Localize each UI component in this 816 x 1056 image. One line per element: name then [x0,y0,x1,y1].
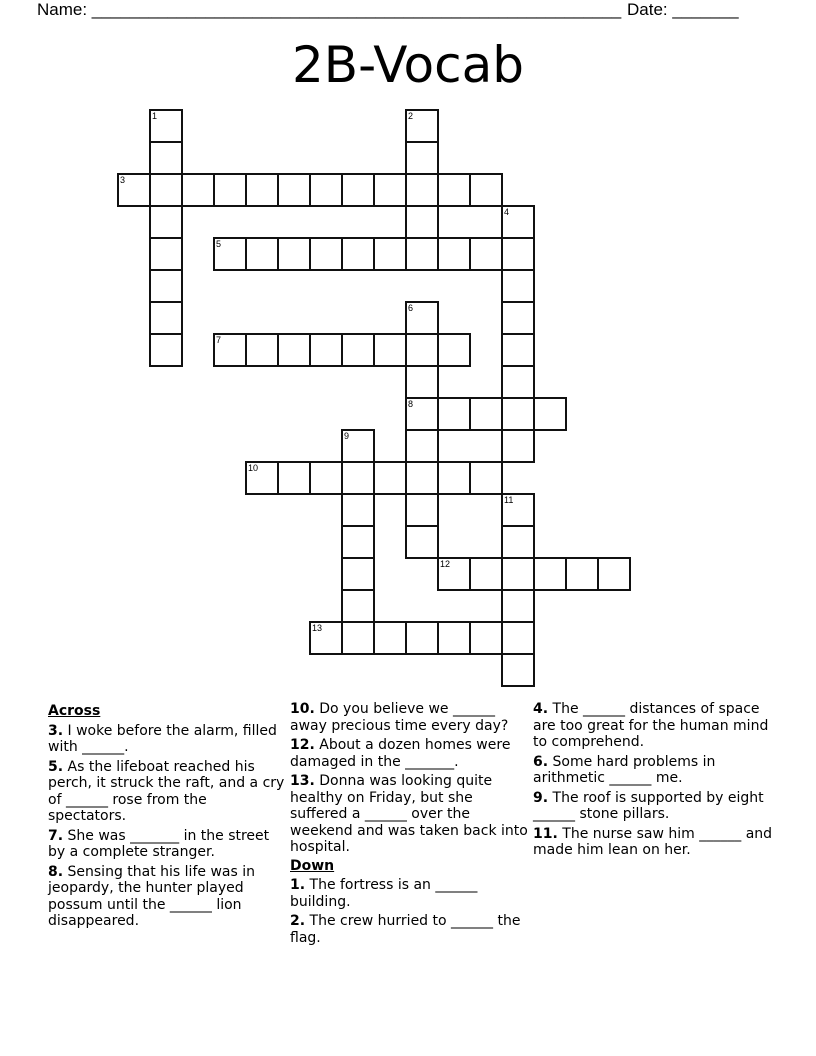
clue-text: She was _______ in the street by a complete stranger. [48,827,270,860]
cell-number: 5 [216,239,222,249]
crossword-cell[interactable] [533,397,567,431]
clue-number: 9. [533,789,549,806]
crossword-cell[interactable] [501,493,535,527]
clue-across-5 [48,759,288,825]
crossword-cell[interactable] [501,589,535,623]
clue-down-2 [290,913,530,946]
clue-number: 13. [290,773,315,789]
crossword-cell[interactable] [405,141,439,175]
crossword-cell[interactable] [309,237,343,271]
crossword-cell[interactable] [309,461,343,495]
crossword-cell[interactable] [469,461,503,495]
crossword-cell[interactable] [405,429,439,463]
crossword-cell[interactable] [405,173,439,207]
clue-down-9 [533,790,773,823]
clue-text: The fortress is an ______ building. [290,877,478,910]
crossword-cell[interactable] [309,333,343,367]
crossword-cell[interactable] [341,333,375,367]
cell-number: 12 [440,559,451,569]
clue-text: Donna was looking quite healthy on Friday, but she suffered a ______ over the weekend and was taken back into hospital. [290,773,528,855]
crossword-cell[interactable] [437,237,471,271]
crossword-cell[interactable] [437,621,471,655]
crossword-cell[interactable] [501,557,535,591]
clue-number: 8. [48,863,64,880]
crossword-cell[interactable] [405,109,439,143]
puzzle-title: 2B-Vocab [291,36,524,94]
crossword-cell[interactable] [501,621,535,655]
clue-down-6 [533,754,773,787]
crossword-cell[interactable] [533,557,567,591]
crossword-cell[interactable] [341,557,375,591]
crossword-cell[interactable] [437,557,471,591]
clue-text: The nurse saw him ______ and made him lean on her. [533,825,773,858]
crossword-cell[interactable] [245,333,279,367]
cell-number: 2 [408,111,414,121]
crossword-cell[interactable] [501,205,535,239]
crossword-cell[interactable] [117,173,151,207]
cell-number: 13 [312,623,323,633]
clue-column-2 [290,701,530,946]
clue-down-11 [533,826,773,859]
crossword-cell[interactable] [149,205,183,239]
crossword-cell[interactable] [405,237,439,271]
clue-text: Some hard problems in arithmetic ______ me. [533,753,716,786]
crossword-cell[interactable] [149,333,183,367]
clue-text: The crew hurried to ______ the flag. [290,913,521,946]
crossword-cell[interactable] [405,461,439,495]
crossword-cell[interactable] [213,237,247,271]
clue-across-7 [48,828,288,861]
crossword-cell[interactable] [373,461,407,495]
crossword-cell[interactable] [245,173,279,207]
crossword-cell[interactable] [405,525,439,559]
crossword-cell[interactable] [405,621,439,655]
crossword-cell[interactable] [501,429,535,463]
cell-number: 9 [344,431,350,441]
across-heading: Across [48,703,101,719]
crossword-cell[interactable] [501,269,535,303]
crossword-cell[interactable] [341,429,375,463]
crossword-cell[interactable] [501,333,535,367]
crossword-cell[interactable] [405,365,439,399]
crossword-cell[interactable] [181,173,215,207]
clue-number: 12. [290,737,315,753]
crossword-cell[interactable] [405,301,439,335]
crossword-cell[interactable] [405,333,439,367]
crossword-cell[interactable] [213,333,247,367]
down-heading: Down [290,857,335,874]
crossword-cell[interactable] [245,237,279,271]
clue-number: 4. [533,701,549,717]
crossword-cell[interactable] [341,525,375,559]
crossword-cell[interactable] [469,237,503,271]
crossword-cell[interactable] [469,557,503,591]
crossword-cell[interactable] [149,269,183,303]
crossword-cell[interactable] [437,173,471,207]
crossword-cell[interactable] [437,461,471,495]
cell-number: 11 [504,495,514,505]
crossword-cell[interactable] [277,333,311,367]
crossword-cell[interactable] [501,397,535,431]
crossword-cell[interactable] [341,461,375,495]
clue-column-1 [48,701,288,930]
clue-number: 10. [290,701,315,717]
date-field-label: Date: _______ [627,0,739,19]
crossword-cell[interactable] [373,237,407,271]
clue-number: 6. [533,753,549,770]
crossword-cell[interactable] [405,493,439,527]
crossword-cell[interactable] [341,621,375,655]
crossword-cell[interactable] [149,173,183,207]
crossword-cell[interactable] [501,237,535,271]
crossword-cell[interactable] [149,301,183,335]
clue-text: The roof is supported by eight ______ stone pillars. [533,789,764,822]
crossword-cell[interactable] [277,173,311,207]
clue-number: 11. [533,825,558,842]
crossword-cell[interactable] [309,173,343,207]
clue-text: The ______ distances of space are too great for the human mind to comprehend. [533,701,769,750]
crossword-cell[interactable] [341,589,375,623]
crossword-cell[interactable] [501,653,535,687]
crossword-cell[interactable] [373,621,407,655]
clue-number: 2. [290,913,306,929]
cell-number: 10 [248,463,259,473]
clue-text: As the lifeboat reached his perch, it struck the raft, and a cry of ______ rose from the spectators. [48,758,285,824]
clue-text: Do you believe we ______ away precious time every day? [290,701,509,734]
crossword-cell[interactable] [405,205,439,239]
crossword-cell[interactable] [469,173,503,207]
crossword-cell[interactable] [469,621,503,655]
crossword-cell[interactable] [245,461,279,495]
cell-number: 7 [216,335,222,345]
clue-across-12 [290,737,530,770]
cell-number: 3 [120,175,126,185]
crossword-cell[interactable] [341,493,375,527]
crossword-cell[interactable] [405,397,439,431]
clue-number: 7. [48,827,64,844]
clue-text: I woke before the alarm, filled with ______. [48,722,277,755]
crossword-cell[interactable] [565,557,599,591]
crossword-cell[interactable] [341,237,375,271]
crossword-cell[interactable] [373,333,407,367]
clue-across-10 [290,701,530,734]
crossword-cell[interactable] [149,109,183,143]
clue-down-4 [533,701,773,751]
cell-number: 4 [504,207,510,217]
crossword-cell[interactable] [277,461,311,495]
crossword-cell[interactable] [341,173,375,207]
crossword-cell[interactable] [149,237,183,271]
clue-number: 5. [48,758,64,775]
clue-column-3 [533,701,773,859]
cell-number: 8 [408,399,414,409]
crossword-cell[interactable] [469,397,503,431]
clue-across-13 [290,773,530,856]
crossword-cell[interactable] [437,397,471,431]
clue-down-1 [290,877,530,910]
crossword-cell[interactable] [501,525,535,559]
clue-across-8 [48,864,288,930]
clue-across-3 [48,723,288,756]
clue-text: About a dozen homes were damaged in the _______. [290,737,511,770]
crossword-cell[interactable] [501,365,535,399]
crossword-cell[interactable] [213,173,247,207]
clue-number: 3. [48,722,64,739]
crossword-cell[interactable] [277,237,311,271]
cell-number: 6 [408,303,414,313]
clue-text: Sensing that his life was in jeopardy, the hunter played possum until the ______ lion disappeared. [48,863,255,929]
crossword-cell[interactable] [501,301,535,335]
clue-number: 1. [290,877,306,893]
crossword-cell[interactable] [149,141,183,175]
crossword-cell[interactable] [437,333,471,367]
crossword-cell[interactable] [597,557,631,591]
cell-number: 1 [152,111,158,121]
name-field-label: Name: ________________________________________________________ [37,0,622,19]
crossword-cell[interactable] [309,621,343,655]
crossword-cell[interactable] [373,173,407,207]
